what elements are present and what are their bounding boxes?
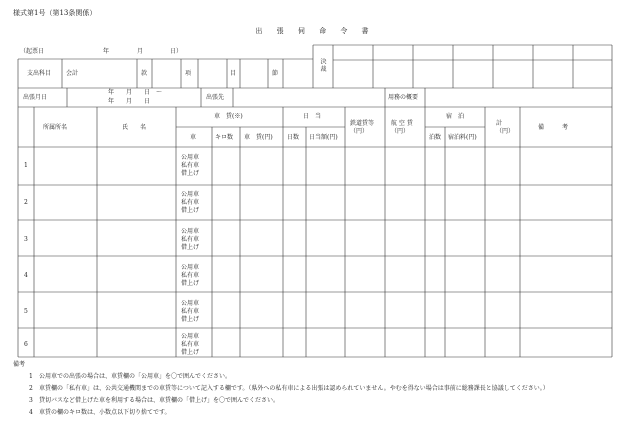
car-option[interactable]: 私有車 — [181, 236, 200, 243]
total-header: 計（円） — [496, 120, 515, 135]
travel-dates-label: 出張月日 — [23, 94, 48, 101]
car-option[interactable]: 公用車 — [181, 333, 200, 340]
row-number: 5 — [24, 308, 28, 315]
travel-date-to: 年 月 日 — [108, 98, 151, 105]
car-option[interactable]: 公用車 — [181, 228, 200, 235]
car-option[interactable]: 公用車 — [181, 264, 200, 271]
km-header: キロ数 — [215, 134, 234, 141]
daily-header: 日 当 — [303, 113, 322, 120]
remarks-header: 備 考 — [538, 124, 569, 131]
row-number: 1 — [24, 162, 28, 169]
notes-section — [15, 359, 549, 419]
note-item: 4 車賃の欄のキロ数は、小数点以下切り捨てです。 — [29, 409, 171, 416]
car-option[interactable]: 借上げ — [181, 316, 200, 323]
form-title: 出 張 伺 命 令 書 — [255, 27, 375, 35]
kou-label: 項 — [185, 70, 192, 77]
issue-date-year: 年 — [103, 48, 110, 55]
note-item: 2 車賃欄の「私有車」は、公共交通機関までの車賃等について記入する欄です。（県外への私有車による出張は認められていません。やむを得ない場合は事前に総務課長と協議してください。） — [29, 385, 549, 392]
car-option[interactable]: 私有車 — [181, 272, 200, 279]
decision-label: 決 裁 — [319, 58, 326, 72]
account-subject-label: 支出科目 — [27, 70, 52, 77]
car-option[interactable]: 私有車 — [181, 308, 200, 315]
air-header: 航 空 賃（円） — [391, 120, 413, 135]
note-item: 3 貸切バスなど借上げた車を利用する場合は、車賃欄の「借上げ」を〇で囲んでください。 — [29, 397, 280, 404]
car-option[interactable]: 私有車 — [181, 341, 200, 348]
issue-date-label: （起票日 — [20, 48, 45, 55]
row-number: 2 — [24, 199, 28, 206]
fare-header: 車 賃(※) — [214, 113, 243, 120]
travel-date-from: 年 月 日 〜 — [108, 89, 163, 96]
issue-date-day: 日） — [170, 48, 183, 55]
name-header: 氏 名 — [122, 124, 147, 131]
kan-label: 款 — [141, 70, 148, 77]
nights-header: 泊数 — [429, 134, 442, 141]
row-number: 6 — [24, 341, 28, 348]
moku-label: 目 — [230, 70, 237, 77]
car-option[interactable]: 公用車 — [181, 191, 200, 198]
car-option[interactable]: 借上げ — [181, 244, 200, 251]
setsu-label: 節 — [272, 70, 279, 77]
car-option[interactable]: 借上げ — [181, 170, 200, 177]
issue-date-month: 月 — [137, 48, 144, 55]
car-option[interactable]: 公用車 — [181, 154, 200, 161]
car-option[interactable]: 私有車 — [181, 162, 200, 169]
lodging-header: 宿 泊 — [446, 113, 465, 120]
car-option[interactable]: 借上げ — [181, 207, 200, 214]
notes-heading: 備考 — [13, 361, 26, 368]
car-option[interactable]: 私有車 — [181, 199, 200, 206]
row-number: 3 — [24, 236, 28, 243]
days-header: 日数 — [287, 134, 300, 141]
daily-rate-header: 日当額(円) — [309, 134, 338, 141]
destination-label: 出張先 — [206, 94, 225, 101]
lodging-fee-header: 宿泊料(円) — [448, 134, 477, 141]
car-header: 車 — [190, 134, 197, 141]
kaikei-label: 会計 — [66, 70, 79, 77]
form-number: 様式第1号（第13条関係） — [13, 9, 97, 17]
rail-header: 鉄道賃等（円） — [350, 120, 375, 135]
car-option[interactable]: 借上げ — [181, 280, 200, 287]
row-number: 4 — [24, 272, 28, 279]
car-option[interactable]: 借上げ — [181, 349, 200, 356]
fare-yen-header: 車 賃(円) — [244, 134, 273, 141]
affiliation-header: 所属所名 — [43, 124, 68, 131]
car-option[interactable]: 公用車 — [181, 300, 200, 307]
note-item: 1 公用車での出張の場合は、車賃欄の「公用車」を〇で囲んでください。 — [29, 373, 232, 380]
purpose-label: 用務の概要 — [388, 94, 419, 101]
